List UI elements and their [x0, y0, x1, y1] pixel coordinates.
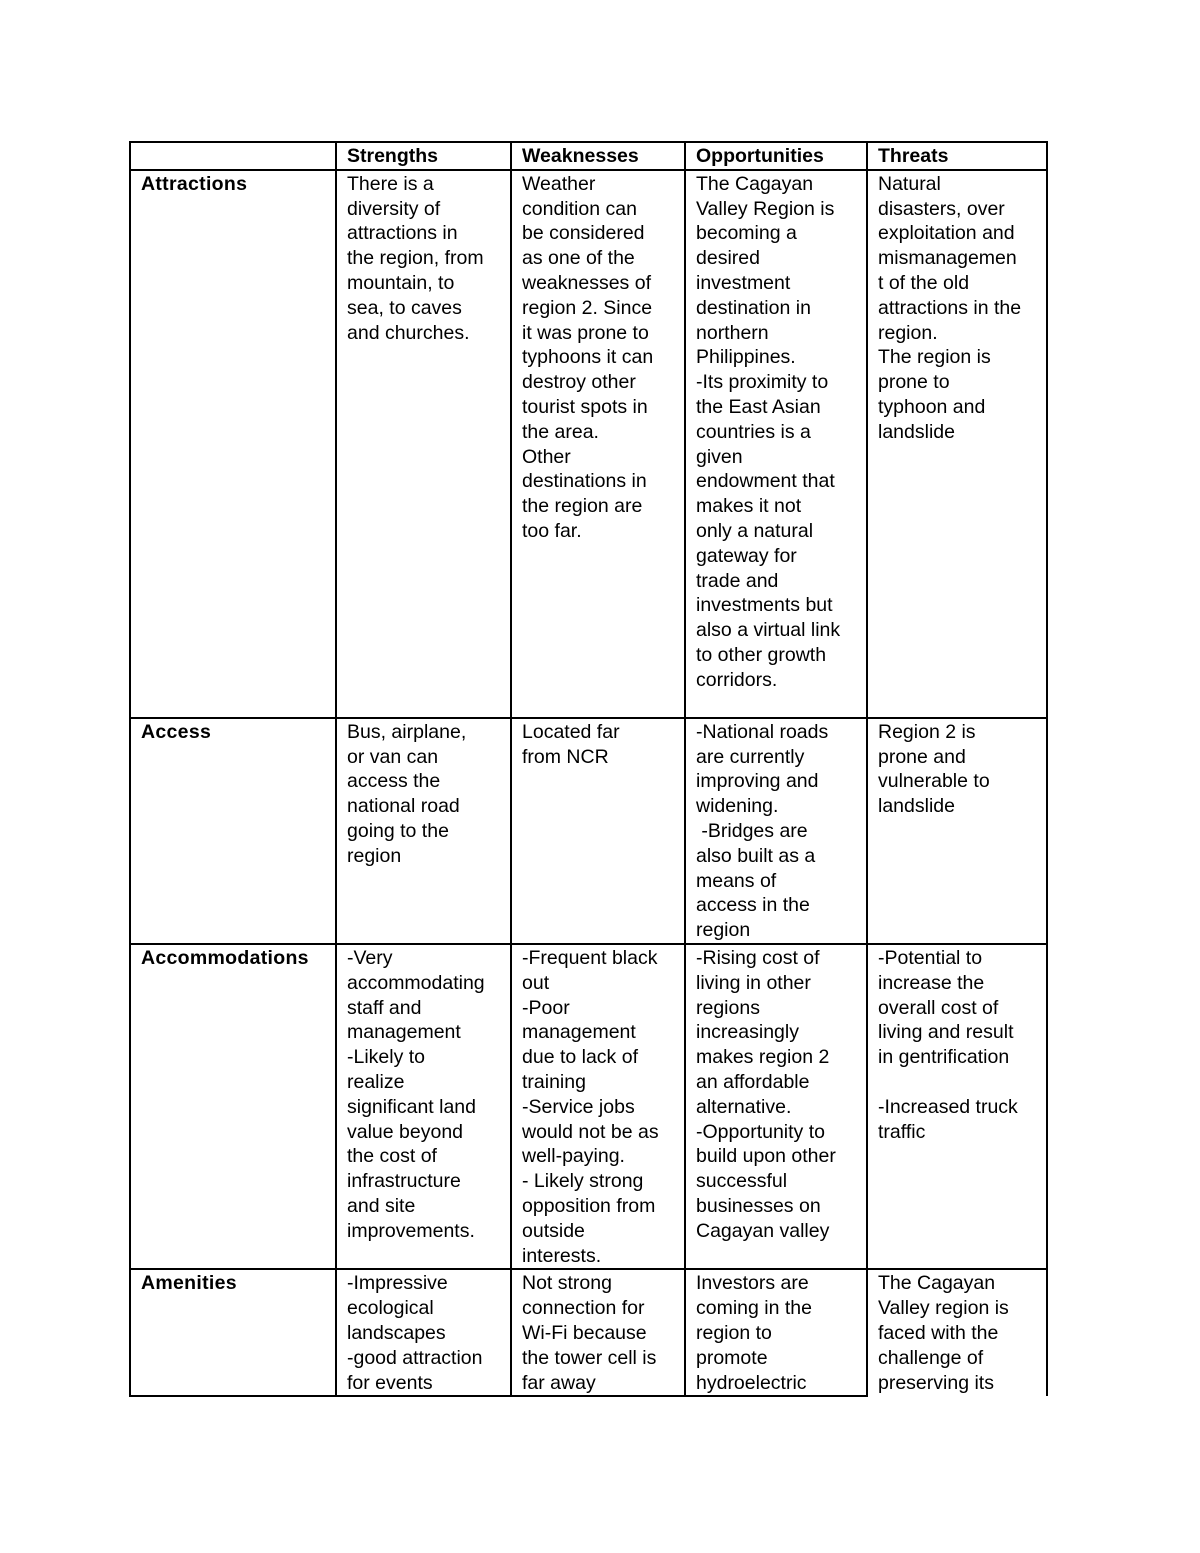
- cell-line: Valley Region is: [696, 197, 835, 220]
- cell-attractions-opportunities: [685, 170, 867, 718]
- cell-access-strengths: [336, 718, 511, 944]
- cell-line: coming in the: [696, 1297, 812, 1320]
- cell-line: also built as a: [696, 844, 816, 867]
- cell-line: increase the: [878, 971, 985, 994]
- cell-line: destroy other: [522, 371, 636, 394]
- cell-line: preserving its: [878, 1371, 994, 1394]
- cell-line: diversity of: [347, 197, 441, 220]
- cell-line: -Frequent black: [522, 946, 658, 969]
- cell-line: destination in: [696, 296, 811, 319]
- cell-line: it was prone to: [522, 321, 649, 344]
- row-label-attractions: Attractions: [130, 170, 336, 718]
- cell-line: typhoons it can: [522, 346, 654, 369]
- cell-line: regions: [696, 996, 760, 1019]
- cell-line: makes region 2: [696, 1046, 830, 1069]
- cell-line: the cost of: [347, 1145, 437, 1168]
- cell-line: prone to: [878, 371, 950, 394]
- cell-line: The Cagayan: [696, 172, 814, 195]
- cell-line: faced with the: [878, 1321, 999, 1344]
- cell-line: in gentrification: [878, 1046, 1010, 1069]
- cell-attractions-weaknesses: [511, 170, 685, 718]
- cell-line: and site: [347, 1194, 416, 1217]
- cell-access-opportunities: [685, 718, 867, 944]
- cell-line: - Likely strong: [522, 1170, 644, 1193]
- cell-line: or van can: [347, 745, 439, 768]
- cell-attractions-strengths: [336, 170, 511, 718]
- cell-line: from NCR: [522, 745, 609, 768]
- cell-line: ecological: [347, 1297, 434, 1320]
- cell-line: tourist spots in: [522, 395, 648, 418]
- cell-line: -Service jobs: [522, 1095, 635, 1118]
- cell-line: The Cagayan: [878, 1272, 996, 1295]
- cell-line: given: [696, 445, 743, 468]
- cell-line: going to the: [347, 819, 449, 842]
- cell-line: would not be as: [522, 1120, 659, 1143]
- cell-line: due to lack of: [522, 1046, 638, 1069]
- table-row-access: [130, 718, 1047, 944]
- cell-line: to other growth: [696, 643, 827, 666]
- cell-line: accommodating: [347, 971, 485, 994]
- cell-line: build upon other: [696, 1145, 836, 1168]
- cell-line: Cagayan valley: [696, 1219, 830, 1242]
- cell-line: -Bridges are: [696, 819, 808, 842]
- header-opportunities: Opportunities: [685, 142, 867, 170]
- cell-line: an affordable: [696, 1070, 810, 1093]
- cell-line: [878, 1070, 1040, 1095]
- cell-line: corridors.: [696, 668, 778, 691]
- header-row: [130, 142, 1047, 170]
- header-cell-empty: [130, 142, 336, 170]
- cell-line: weaknesses of: [522, 271, 651, 294]
- table-row-accommodations: [130, 944, 1047, 1269]
- cell-line: Natural: [878, 172, 941, 195]
- cell-line: Weather: [522, 172, 596, 195]
- cell-line: infrastructure: [347, 1170, 461, 1193]
- cell-line: investments but: [696, 594, 833, 617]
- cell-line: -Its proximity to: [696, 371, 829, 394]
- cell-line: -Poor: [522, 996, 570, 1019]
- cell-line: the East Asian: [696, 395, 821, 418]
- cell-line: exploitation and: [878, 222, 1015, 245]
- cell-amenities-opportunities: [685, 1269, 867, 1396]
- cell-line: staff and: [347, 996, 422, 1019]
- header-weaknesses: Weaknesses: [511, 142, 685, 170]
- cell-line: widening.: [696, 795, 779, 818]
- cell-line: Valley region is: [878, 1297, 1009, 1320]
- cell-amenities-strengths: [336, 1269, 511, 1396]
- cell-line: the region are: [522, 495, 643, 518]
- cell-accommodations-strengths: [336, 944, 511, 1269]
- cell-line: disasters, over: [878, 197, 1005, 220]
- cell-line: Philippines.: [696, 346, 796, 369]
- cell-line: well-paying.: [522, 1145, 625, 1168]
- cell-line: There is a: [347, 172, 434, 195]
- cell-line: significant land: [347, 1095, 476, 1118]
- cell-line: region.: [878, 321, 938, 344]
- cell-line: too far.: [522, 519, 582, 542]
- cell-line: landslide: [878, 795, 955, 818]
- cell-line: -National roads: [696, 720, 829, 743]
- cell-line: -Likely to: [347, 1046, 426, 1069]
- header-strengths: Strengths: [336, 142, 511, 170]
- table-row-attractions: [130, 170, 1047, 718]
- swot-table: [129, 141, 1048, 1397]
- cell-line: only a natural: [696, 519, 814, 542]
- cell-line: region: [696, 919, 751, 942]
- cell-line: vulnerable to: [878, 770, 990, 793]
- cell-line: Other: [522, 445, 571, 468]
- cell-line: promote: [696, 1346, 768, 1369]
- cell-line: landslide: [878, 420, 955, 443]
- cell-line: Investors are: [696, 1272, 809, 1295]
- cell-line: and churches.: [347, 321, 470, 344]
- cell-line: -Rising cost of: [696, 946, 820, 969]
- cell-line: are currently: [696, 745, 805, 768]
- cell-line: alternative.: [696, 1095, 792, 1118]
- cell-line: region to: [696, 1321, 772, 1344]
- cell-line: -Impressive: [347, 1272, 448, 1295]
- cell-line: prone and: [878, 745, 966, 768]
- cell-line: far away: [522, 1371, 596, 1394]
- cell-line: living in other: [696, 971, 811, 994]
- cell-accommodations-threats: [867, 944, 1047, 1269]
- cell-line: -Very: [347, 946, 393, 969]
- cell-line: attractions in the: [878, 296, 1022, 319]
- cell-line: value beyond: [347, 1120, 464, 1143]
- cell-line: also a virtual link: [696, 619, 841, 642]
- cell-line: outside: [522, 1219, 585, 1242]
- cell-line: Not strong: [522, 1272, 612, 1295]
- cell-line: -Increased truck: [878, 1095, 1018, 1118]
- cell-line: mountain, to: [347, 271, 455, 294]
- cell-line: realize: [347, 1070, 405, 1093]
- cell-line: t of the old: [878, 271, 970, 294]
- cell-line: improving and: [696, 770, 819, 793]
- cell-line: Region 2 is: [878, 720, 976, 743]
- cell-line: challenge of: [878, 1346, 984, 1369]
- cell-line: mismanagemen: [878, 247, 1017, 270]
- cell-line: region 2. Since: [522, 296, 653, 319]
- row-label-access: Access: [130, 718, 336, 944]
- cell-line: training: [522, 1070, 586, 1093]
- cell-line: means of: [696, 869, 777, 892]
- cell-line: Located far: [522, 720, 620, 743]
- cell-line: The region is: [878, 346, 991, 369]
- cell-line: northern: [696, 321, 769, 344]
- cell-line: destinations in: [522, 470, 647, 493]
- cell-line: opposition from: [522, 1194, 656, 1217]
- cell-line: the region, from: [347, 247, 484, 270]
- cell-line: be considered: [522, 222, 645, 245]
- cell-line: the tower cell is: [522, 1346, 657, 1369]
- cell-line: -Opportunity to: [696, 1120, 825, 1143]
- cell-line: desired: [696, 247, 760, 270]
- cell-line: Bus, airplane,: [347, 720, 467, 743]
- cell-line: successful: [696, 1170, 788, 1193]
- cell-line: access in the: [696, 894, 810, 917]
- cell-line: increasingly: [696, 1021, 799, 1044]
- cell-access-weaknesses: [511, 718, 685, 944]
- cell-line: management: [522, 1021, 636, 1044]
- cell-line: businesses on: [696, 1194, 821, 1217]
- cell-line: attractions in: [347, 222, 458, 245]
- cell-line: management: [347, 1021, 461, 1044]
- cell-line: landscapes: [347, 1321, 446, 1344]
- cell-line: access the: [347, 770, 441, 793]
- cell-line: -good attraction: [347, 1346, 483, 1369]
- cell-line: endowment that: [696, 470, 835, 493]
- cell-line: out: [522, 971, 550, 994]
- cell-line: traffic: [878, 1120, 926, 1143]
- cell-line: makes it not: [696, 495, 802, 518]
- cell-line: the area.: [522, 420, 599, 443]
- cell-line: countries is a: [696, 420, 811, 443]
- cell-amenities-weaknesses: [511, 1269, 685, 1396]
- cell-line: as one of the: [522, 247, 635, 270]
- cell-line: overall cost of: [878, 996, 999, 1019]
- cell-line: condition can: [522, 197, 637, 220]
- cell-line: sea, to caves: [347, 296, 462, 319]
- cell-line: connection for: [522, 1297, 645, 1320]
- cell-line: investment: [696, 271, 791, 294]
- cell-line: region: [347, 844, 402, 867]
- cell-line: Wi-Fi because: [522, 1321, 647, 1344]
- cell-line: for events: [347, 1371, 433, 1394]
- header-threats: Threats: [867, 142, 1047, 170]
- cell-line: improvements.: [347, 1219, 475, 1242]
- cell-accommodations-weaknesses: [511, 944, 685, 1269]
- cell-attractions-threats: [867, 170, 1047, 718]
- cell-line: interests.: [522, 1244, 602, 1267]
- cell-accommodations-opportunities: [685, 944, 867, 1269]
- row-label-accommodations: Accommodations: [130, 944, 336, 1269]
- cell-line: gateway for: [696, 544, 797, 567]
- cell-line: -Potential to: [878, 946, 983, 969]
- cell-line: national road: [347, 795, 460, 818]
- table-row-amenities: [130, 1269, 1047, 1396]
- cell-access-threats: [867, 718, 1047, 944]
- cell-line: trade and: [696, 569, 779, 592]
- row-label-amenities: Amenities: [130, 1269, 336, 1396]
- cell-line: living and result: [878, 1021, 1014, 1044]
- cell-line: typhoon and: [878, 395, 986, 418]
- cell-line: becoming a: [696, 222, 797, 245]
- cell-amenities-threats: [867, 1269, 1047, 1396]
- cell-line: hydroelectric: [696, 1371, 807, 1394]
